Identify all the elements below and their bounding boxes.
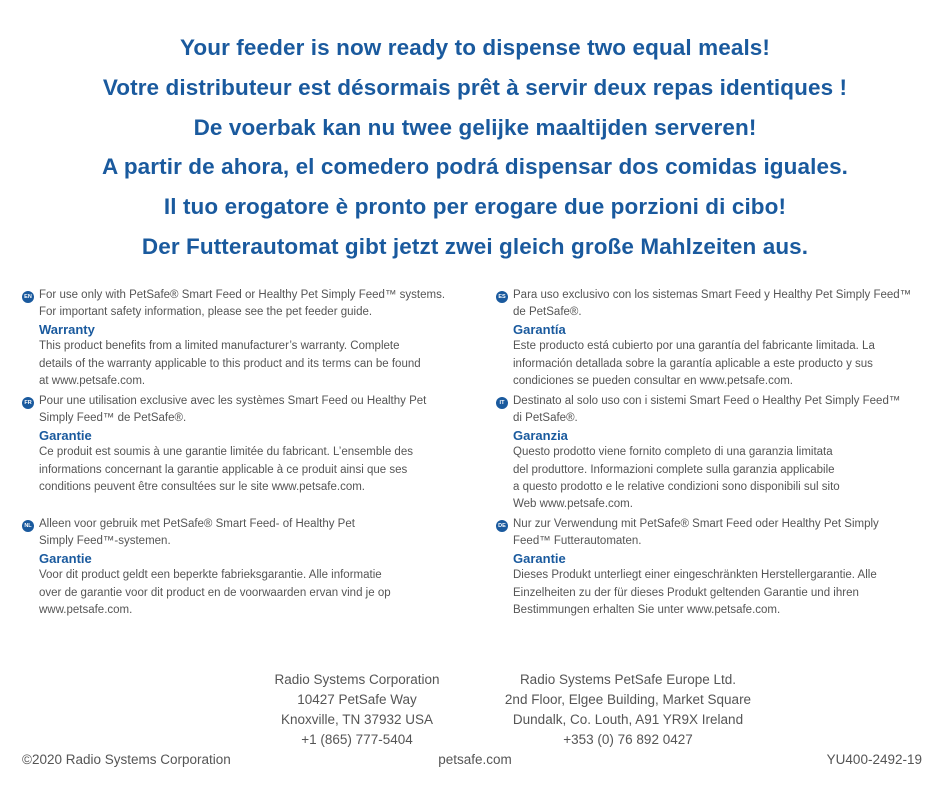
body-line: at www.petsafe.com. [39, 374, 146, 387]
intro-line: Destinato al solo uso con i sistemi Smart Feed o Healthy Pet Simply Feed™ [513, 395, 901, 407]
language-badge-fr: FR [22, 397, 34, 409]
body-line: over de garantie voor dit product en de voorwaarden ervan vind je op [39, 586, 391, 599]
intro-line: For use only with PetSafe® Smart Feed or Healthy Pet Simply Feed™ systems. [39, 289, 446, 301]
headline-group [0, 28, 950, 267]
warranty-title: Garantie [39, 428, 92, 444]
body-line: Questo prodotto viene fornito completo di una garanzia limitata [513, 446, 833, 459]
body-line: Este producto está cubierto por una garantía del fabricante limitada. La [513, 340, 875, 353]
intro-line: de PetSafe®. [513, 306, 582, 319]
intro-line: Feed™ Futterautomaten. [513, 535, 642, 548]
address-line: 10427 PetSafe Way [297, 692, 417, 707]
language-badge-it: IT [496, 397, 508, 409]
language-badge-de: DE [496, 520, 508, 532]
headline-it: Il tuo erogatore è pronto per erogare due porzioni di cibo! [163, 194, 787, 220]
body-line: a questo prodotto e le relative condizioni sono disponibili sul sito [513, 480, 840, 493]
address-line: Radio Systems Corporation [274, 672, 440, 687]
body-line: www.petsafe.com. [39, 603, 133, 616]
body-line: información detallada sobre la garantía aplicable a este producto y sus [513, 357, 873, 370]
language-badge-en: EN [22, 291, 34, 303]
language-badge-nl: NL [22, 520, 34, 532]
body-line: Voor dit product geldt een beperkte fabrieksgarantie. Alle informatie [39, 569, 382, 582]
section-en [22, 287, 472, 390]
intro-line: Para uso exclusivo con los sistemas Smart Feed y Healthy Pet Simply Feed™ [513, 289, 912, 301]
body-line: Bestimmungen erhalten Sie unter www.petsafe.com. [513, 603, 781, 616]
warranty-title: Warranty [39, 322, 95, 338]
section-nl [22, 516, 472, 619]
body-line: Ce produit est soumis à une garantie limitée du fabricant. L’ensemble des [39, 446, 413, 459]
address-line: Dundalk, Co. Louth, A91 YR9X Ireland [512, 712, 744, 727]
headline-es: A partir de ahora, el comedero podrá dispensar dos comidas iguales. [101, 154, 849, 180]
headline-de: Der Futterautomat gibt jetzt zwei gleich große Mahlzeiten aus. [141, 233, 809, 259]
body-line: details of the warranty applicable to this product and its terms can be found [39, 357, 421, 370]
headline-nl: De voerbak kan nu twee gelijke maaltijden serveren! [193, 114, 757, 140]
intro-line: Alleen voor gebruik met PetSafe® Smart Feed- of Healthy Pet [39, 518, 355, 530]
intro-line: Pour une utilisation exclusive avec les systèmes Smart Feed ou Healthy Pet [39, 395, 427, 407]
headline-en: Your feeder is now ready to dispense two equal meals! [179, 35, 771, 60]
language-badge-es: ES [496, 291, 508, 303]
address-line: Radio Systems PetSafe Europe Ltd. [519, 672, 737, 687]
section-it [496, 393, 946, 513]
address-eu [488, 670, 768, 750]
document-code: YU400-2492-19 [826, 752, 922, 767]
body-line: del produttore. Informazioni complete sulla garanzia applicabile [513, 463, 835, 476]
body-line: Einzelheiten zu der für dieses Produkt geltenden Garantie und ihren [513, 586, 859, 599]
section-de [496, 516, 946, 619]
copyright: ©2020 Radio Systems Corporation [22, 752, 231, 767]
intro-line: Simply Feed™-systemen. [39, 535, 171, 548]
warranty-title: Garantía [513, 322, 566, 338]
warranty-title: Garantie [513, 551, 566, 567]
intro-line: di PetSafe®. [513, 412, 578, 425]
address-line: Knoxville, TN 37932 USA [280, 712, 434, 727]
address-line: +1 (865) 777-5404 [301, 732, 413, 747]
section-fr [22, 393, 472, 496]
body-line: Dieses Produkt unterliegt einer eingeschränkten Herstellergarantie. Alle [513, 569, 877, 582]
body-line: Web www.petsafe.com. [513, 498, 633, 511]
headline-fr: Votre distributeur est désormais prêt à servir deux repas identiques ! [102, 74, 848, 100]
warranty-title: Garantie [39, 551, 92, 567]
website-link[interactable]: petsafe.com [438, 752, 512, 767]
body-line: conditions peuvent être consultées sur le site www.petsafe.com. [39, 480, 366, 493]
warranty-title: Garanzia [513, 428, 568, 444]
address-line: +353 (0) 76 892 0427 [563, 732, 693, 747]
address-line: 2nd Floor, Elgee Building, Market Square [504, 692, 752, 707]
intro-line: For important safety information, please see the pet feeder guide. [39, 306, 373, 319]
body-line: informations concernant la garantie applicable à ce produit ainsi que ses [39, 463, 408, 476]
section-es [496, 287, 946, 390]
address-us [257, 670, 457, 750]
intro-line: Simply Feed™ de PetSafe®. [39, 412, 187, 425]
body-line: condiciones se pueden consultar en www.petsafe.com. [513, 374, 793, 387]
body-line: This product benefits from a limited manufacturer’s warranty. Complete [39, 340, 400, 353]
intro-line: Nur zur Verwendung mit PetSafe® Smart Feed oder Healthy Pet Simply [513, 518, 879, 530]
